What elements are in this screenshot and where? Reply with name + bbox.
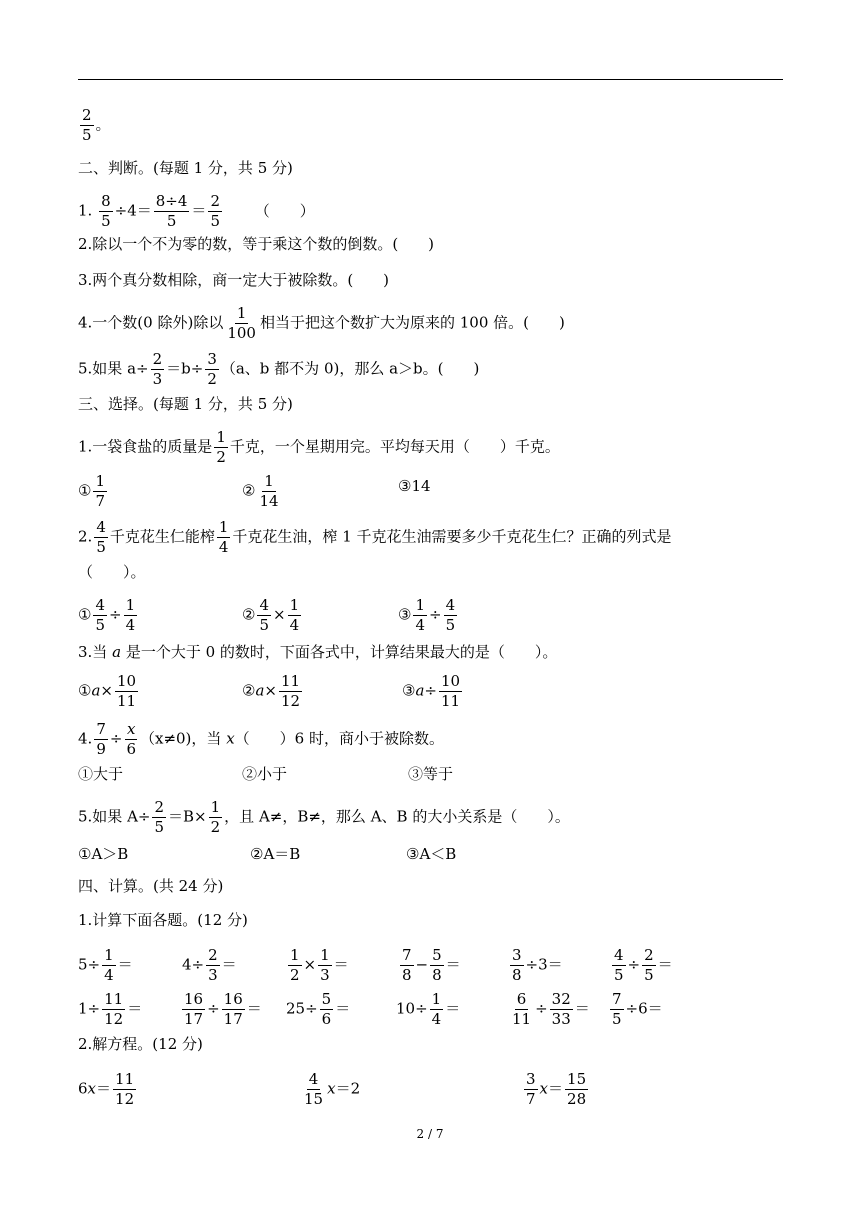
- calc-item: $\frac{7}{5}$ ÷6＝: [612, 990, 663, 1028]
- choice-q4-option-1[interactable]: ①大于: [78, 765, 124, 783]
- choice-q2-option-1[interactable]: ① $\frac{4}{5}$ ÷ $\frac{1}{4}$: [78, 596, 136, 634]
- equation-2: $\frac{4}{15}$ x＝2: [304, 1070, 361, 1108]
- calc-item: $\frac{6}{11}$ ÷ $\frac{32}{33}$ ＝: [512, 990, 590, 1028]
- header-rule: [78, 79, 783, 80]
- choice-q2: 2. $\frac{4}{5}$ 千克花生仁能榨 $\frac{1}{4}$ 千克花生油，榨 1 千克花生油需要多少千克花生仁？正确的列式是: [78, 518, 672, 556]
- calc-item: $\frac{4}{5}$ ÷ $\frac{2}{5}$ ＝: [614, 946, 673, 984]
- choice-q4-option-2[interactable]: ②小于: [242, 765, 288, 783]
- judge-q5: 5.如果 a÷ $\frac{2}{3}$ ＝b÷ $\frac{3}{2}$ （a、b 都不为 0)，那么 a＞b。( ): [78, 350, 480, 388]
- choice-q3-option-1[interactable]: ①a× $\frac{10}{11}$: [78, 672, 137, 710]
- choice-q1-option-2[interactable]: ② $\frac{1}{14}$: [242, 472, 279, 510]
- choice-q3-option-2[interactable]: ②a× $\frac{11}{12}$: [242, 672, 301, 710]
- answer-blank: （ ）: [254, 201, 315, 220]
- equation-3: $\frac{3}{7}$ x＝ $\frac{15}{28}$: [526, 1070, 587, 1108]
- calc-item: 4÷ $\frac{2}{3}$ ＝: [182, 946, 237, 984]
- calc-item: $\frac{3}{8}$ ÷3＝: [512, 946, 563, 984]
- equation-1: 6x＝ $\frac{11}{12}$: [78, 1070, 135, 1108]
- equation-subheading: 2.解方程。(12 分): [78, 1035, 203, 1053]
- calc-item: 25÷ $\frac{5}{6}$ ＝: [286, 990, 351, 1028]
- calc-item: $\frac{7}{8}$ − $\frac{5}{8}$ ＝: [402, 946, 461, 984]
- choice-q2-option-2[interactable]: ② $\frac{4}{5}$ × $\frac{1}{4}$: [242, 596, 300, 634]
- calc-item: 5÷ $\frac{1}{4}$ ＝: [78, 946, 133, 984]
- choice-q4: 4. $\frac{7}{9}$ ÷ $\frac{x}{6}$ （x≠0)，当 x（ ）6 时，商小于被除数。: [78, 720, 444, 758]
- choice-q5: 5.如果 A÷ $\frac{2}{5}$ ＝B× $\frac{1}{2}$ ，且 A≠，B≠，那么 A、B 的大小关系是（ ）。: [78, 798, 570, 836]
- choice-q3: 3.当 a 是一个大于 0 的数时，下面各式中，计算结果最大的是（ ）。: [78, 643, 558, 661]
- judge-q4: 4.一个数(0 除外)除以 $\frac{1}{100}$ 相当于把这个数扩大为原来的 100 倍。( ): [78, 304, 565, 342]
- carry-over-answer: $\frac{2}{5}$ 。: [82, 106, 111, 144]
- section-2-heading: 二、判断。(每题 1 分，共 5 分): [78, 159, 293, 177]
- choice-q5-option-2[interactable]: ②A＝B: [250, 845, 301, 863]
- calc-item: $\frac{16}{17}$ ÷ $\frac{16}{17}$ ＝: [184, 990, 262, 1028]
- calc-item: $\frac{1}{2}$ × $\frac{1}{3}$ ＝: [290, 946, 349, 984]
- section-4-heading: 四、计算。(共 24 分): [78, 877, 224, 895]
- choice-q3-option-3[interactable]: ③a÷ $\frac{10}{11}$: [402, 672, 461, 710]
- judge-q1: 1. $\frac{8}{5}$ ÷4＝ $\frac{8\div 4}{5}$ ＝ $\frac{2}{5}$ （ ）: [78, 192, 315, 230]
- judge-q3: 3.两个真分数相除，商一定大于被除数。( ): [78, 271, 390, 289]
- choice-q5-option-1[interactable]: ①A＞B: [78, 845, 129, 863]
- choice-q2-option-3[interactable]: ③ $\frac{1}{4}$ ÷ $\frac{4}{5}$: [398, 596, 456, 634]
- choice-q1-option-1[interactable]: ① $\frac{1}{7}$: [78, 472, 105, 510]
- choice-q5-option-3[interactable]: ③A＜B: [406, 845, 457, 863]
- fraction: $\frac{2}{5}$: [82, 106, 92, 144]
- calc-item: 1÷ $\frac{11}{12}$ ＝: [78, 990, 143, 1028]
- choice-q1-option-3[interactable]: ③14: [398, 477, 431, 495]
- choice-q2-continued: （ ）。: [78, 563, 146, 581]
- section-3-heading: 三、选择。(每题 1 分，共 5 分): [78, 395, 293, 413]
- calc-subheading: 1.计算下面各题。(12 分): [78, 911, 248, 929]
- page-number: 2 / 7: [416, 1127, 444, 1141]
- choice-q1: 1.一袋食盐的质量是 $\frac{1}{2}$ 千克，一个星期用完。平均每天用（ ）千克。: [78, 428, 560, 466]
- choice-q4-option-3[interactable]: ③等于: [408, 765, 454, 783]
- calc-item: 10÷ $\frac{1}{4}$ ＝: [396, 990, 461, 1028]
- judge-q2: 2.除以一个不为零的数，等于乘这个数的倒数。( ): [78, 235, 435, 253]
